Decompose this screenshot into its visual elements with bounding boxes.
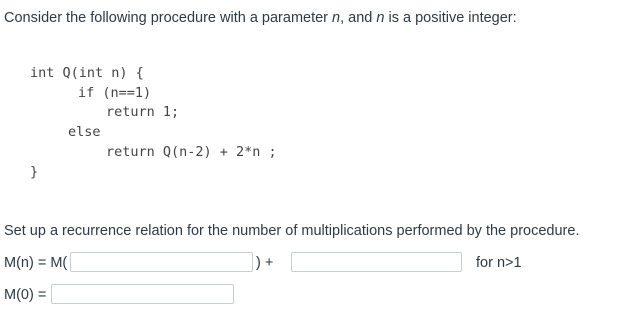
- recurrence-lhs-label: M(n) = M(: [4, 255, 68, 271]
- problem-statement: [4, 10, 517, 26]
- intro-suffix: is a positive integer:: [384, 10, 517, 26]
- intro-middle: , and: [340, 10, 377, 26]
- recurrence-condition-label: for n>1: [476, 255, 522, 271]
- code-line-if: if (n==1): [78, 85, 152, 101]
- recurrence-argument-input[interactable]: [70, 252, 253, 272]
- code-line-signature: int Q(int n) {: [30, 65, 144, 81]
- code-line-return-recursive: return Q(n-2) + 2*n ;: [106, 144, 277, 160]
- question-text: Set up a recurrence relation for the number of multiplications performed by the procedure.: [4, 223, 580, 239]
- code-line-return-1: return 1;: [106, 104, 180, 120]
- intro-prefix: Consider the following procedure with a parameter: [4, 10, 333, 26]
- code-line-else: else: [68, 124, 101, 140]
- recurrence-addend-input[interactable]: [291, 252, 462, 272]
- initial-condition-label: M(0) =: [4, 287, 47, 303]
- intro-var-n-2: n: [376, 10, 385, 26]
- initial-condition-input[interactable]: [51, 284, 234, 304]
- code-line-close-brace: }: [30, 164, 39, 180]
- intro-var-n: n: [332, 10, 341, 26]
- recurrence-plus-label: ) +: [256, 255, 274, 271]
